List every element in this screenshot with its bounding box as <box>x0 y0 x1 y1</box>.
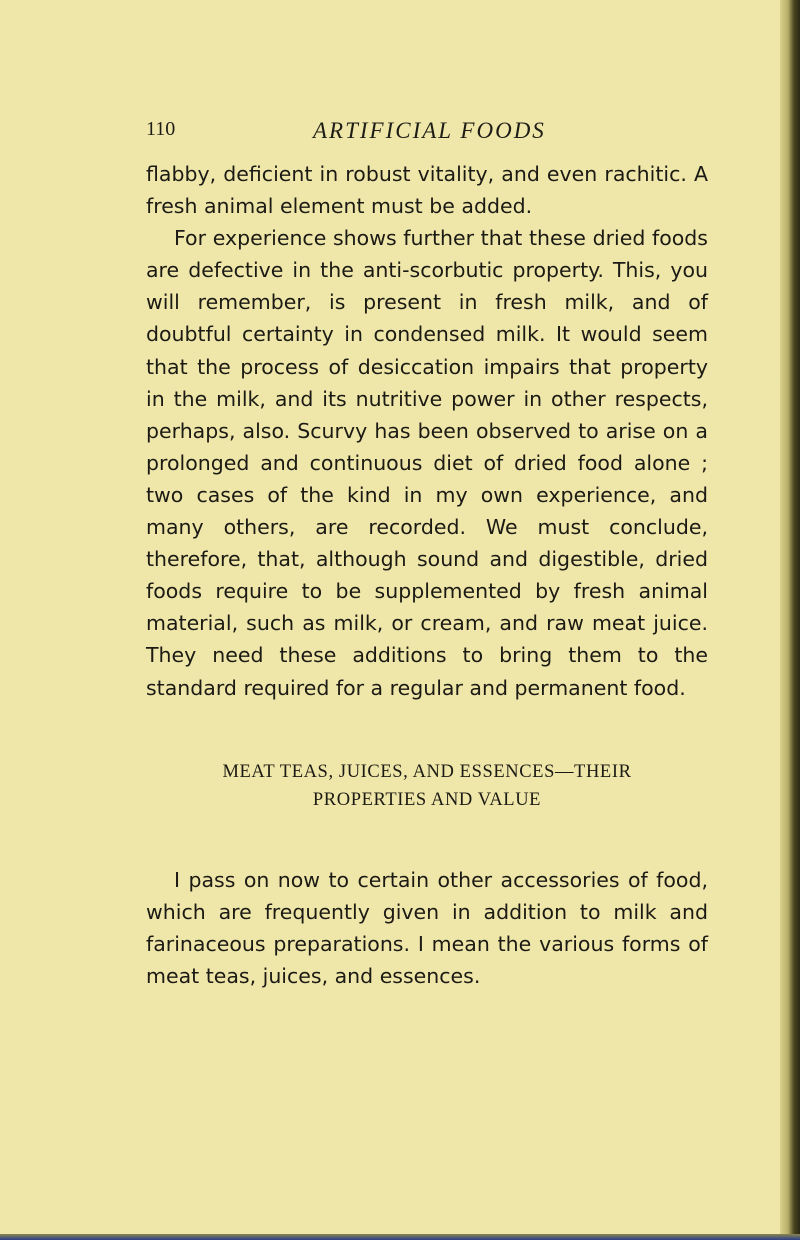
paragraph-experience: For experience shows further that these dried foods are defective in the anti-scorbutic property. This, you will remember, is present in fresh milk, and of doubtful certainty in condensed milk. It would seem that the process of desiccation impairs that property in the milk, and its nutritive power in other respects, perhaps, also. Scurvy has been observed to arise on a prolonged and continuous diet of dried food alone ; two cases of the kind in my own experience, and many others, are recorded. We must conclude, therefore, that, although sound and digestible, dried foods require to be supplemented by fresh animal material, such as milk, or cream, and raw meat juice. They need these additions to bring them to the standard required for a regular and permanent food. <box>146 226 708 700</box>
page-bottom-edge <box>0 1234 800 1240</box>
body-text-top <box>146 158 708 704</box>
paragraph-continued: flabby, deficient in robust vitality, and even rachitic. A fresh animal element must be added. <box>146 162 708 219</box>
page-edge-shadow <box>780 0 800 1240</box>
running-title: ARTIFICIAL FOODS <box>313 118 546 143</box>
section-heading <box>146 758 708 814</box>
paragraph-accessories: I pass on now to certain other accessories of food, which are frequently given in addition to milk and farinaceous preparations. I mean the various forms of meat teas, juices, and essences. <box>146 868 708 989</box>
running-header <box>146 118 706 148</box>
section-heading-line-2: PROPERTIES AND VALUE <box>312 790 542 810</box>
body-text-bottom <box>146 864 708 992</box>
section-heading-line-1: MEAT TEAS, JUICES, AND ESSENCES—THEIR <box>222 762 632 782</box>
page-number: 110 <box>146 118 176 140</box>
